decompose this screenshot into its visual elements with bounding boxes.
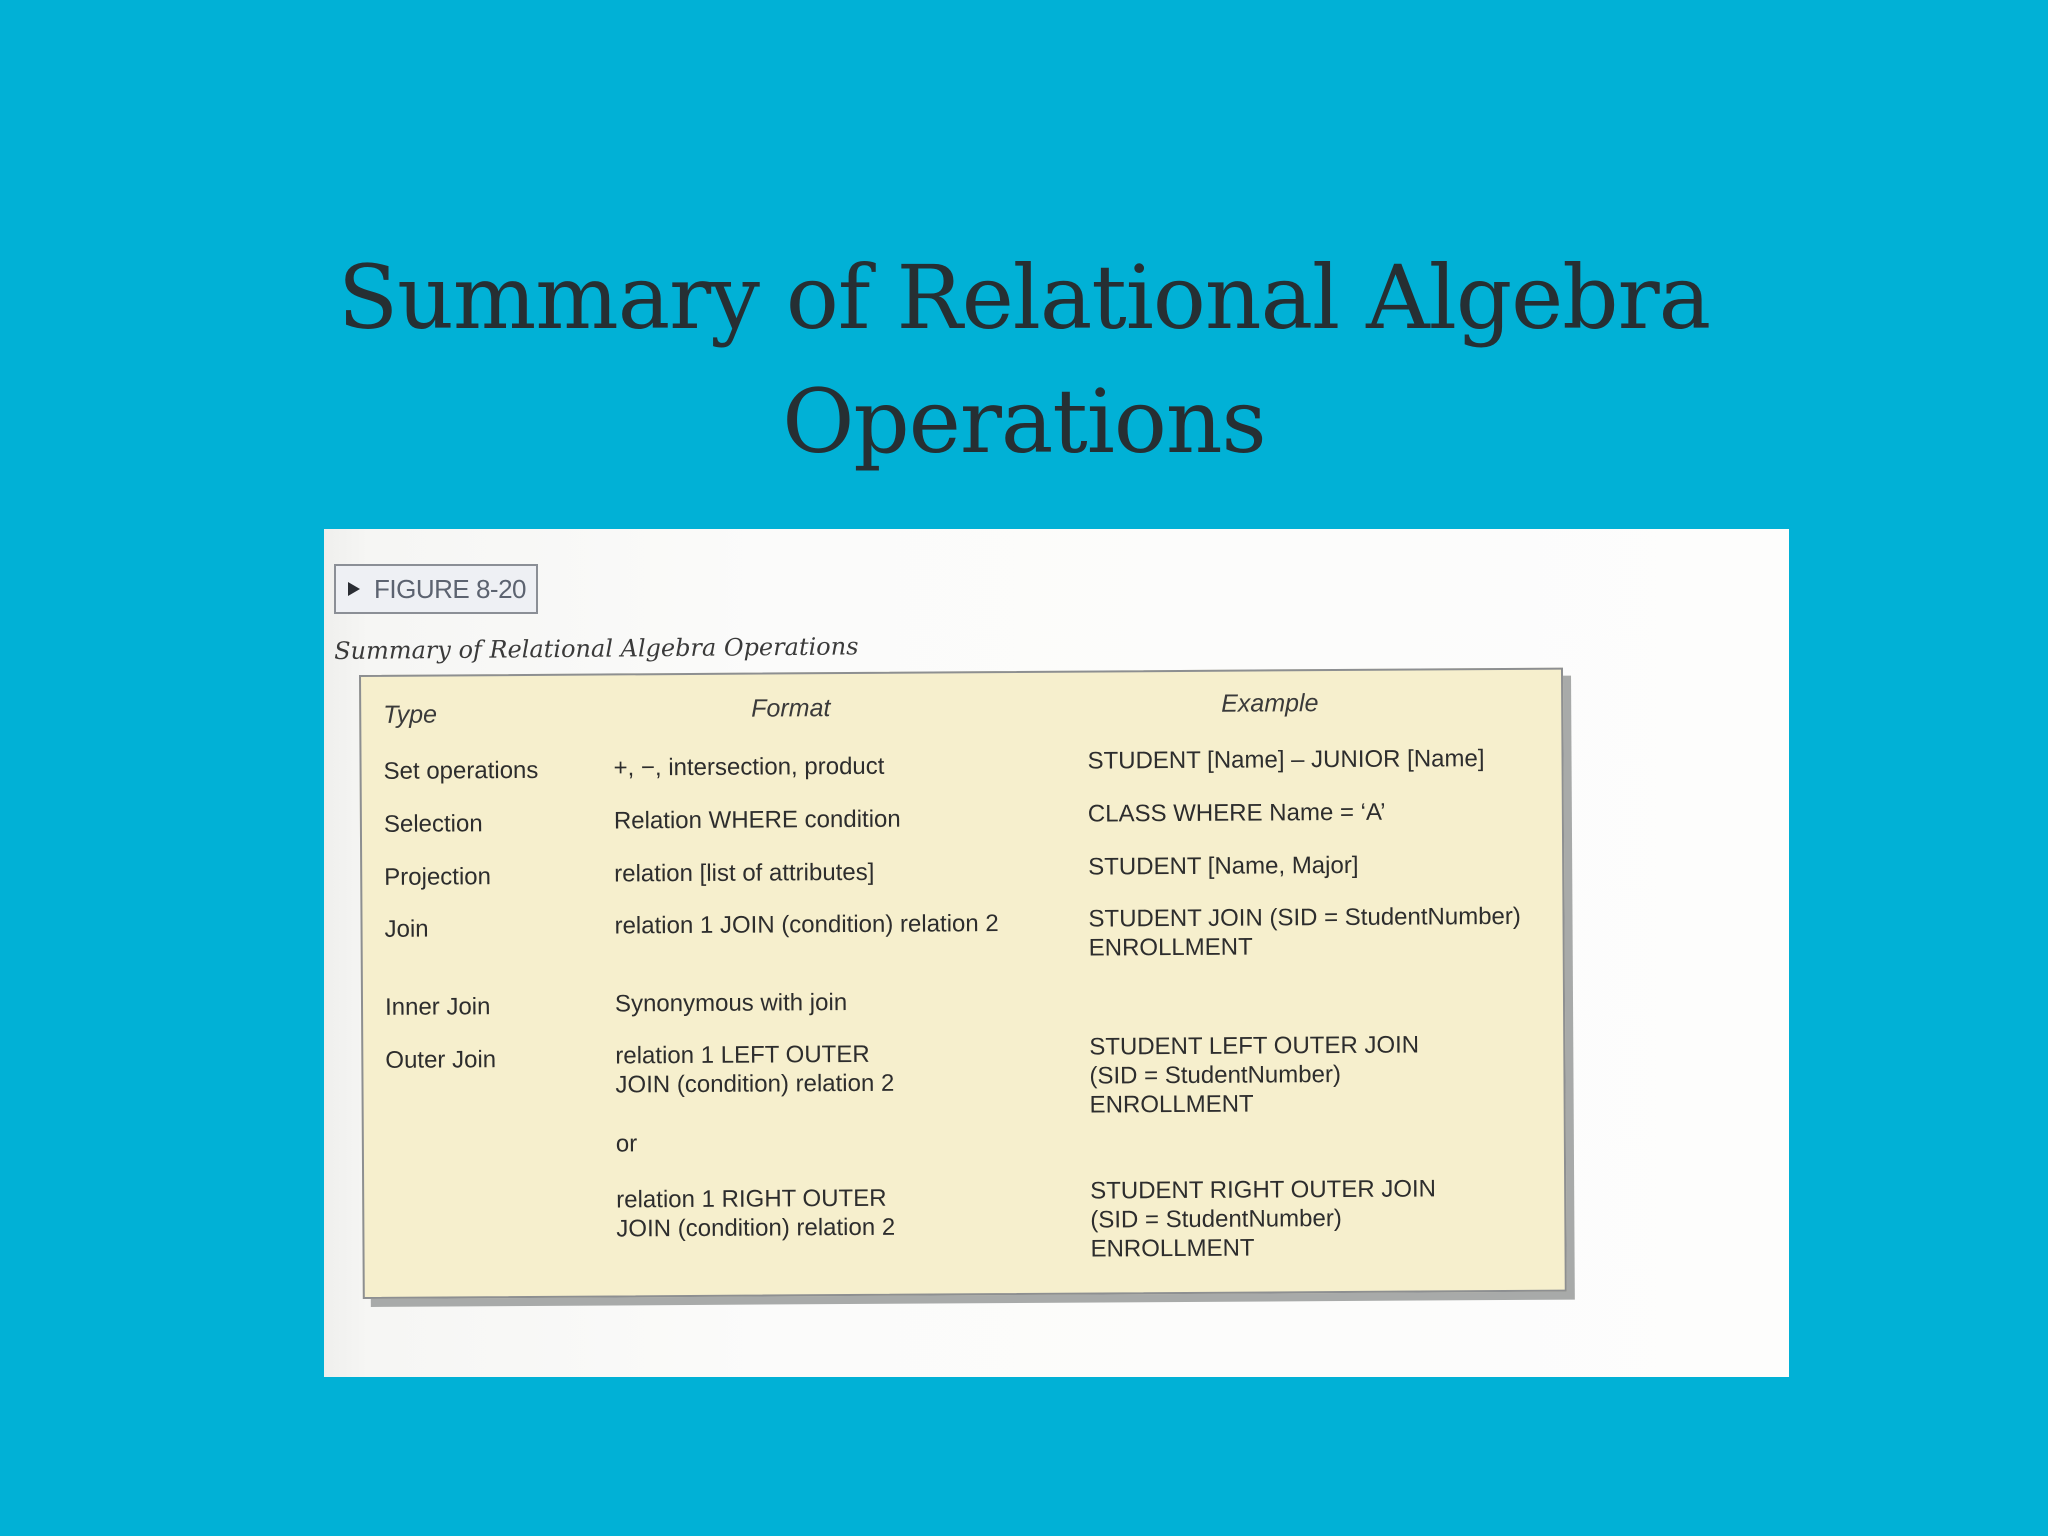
- figure-scan-image: [324, 529, 1789, 1377]
- row-format: relation 1 JOIN (condition) relation 2: [614, 910, 999, 940]
- header-example: Example: [1221, 689, 1319, 718]
- row-example: CLASS WHERE Name = ‘A’: [1087, 798, 1386, 828]
- row-format: relation 1 LEFT OUTER JOIN (condition) relation 2: [615, 1040, 895, 1099]
- row-type: Projection: [384, 863, 492, 891]
- row-example: STUDENT RIGHT OUTER JOIN (SID = StudentNumber) ENROLLMENT: [1090, 1175, 1437, 1263]
- row-example: STUDENT [Name, Major]: [1088, 851, 1359, 881]
- row-type: Set operations: [383, 756, 539, 785]
- row-type: Selection: [383, 810, 483, 838]
- row-example: STUDENT [Name] – JUNIOR [Name]: [1087, 745, 1485, 775]
- row-format: relation 1 RIGHT OUTER JOIN (condition) relation 2: [616, 1184, 896, 1243]
- figure-number: FIGURE 8-20: [374, 573, 526, 604]
- row-format: relation [list of attributes]: [614, 858, 875, 888]
- row-format: Synonymous with join: [614, 989, 848, 1018]
- arrow-right-icon: [348, 582, 360, 596]
- row-type: Inner Join: [384, 993, 491, 1021]
- figure-tag: [334, 564, 538, 614]
- header-format: Format: [751, 694, 831, 723]
- row-format: +, −, intersection, product: [613, 752, 885, 782]
- slide-title-line-1: Summary of Relational Algebra: [337, 246, 1711, 349]
- row-format-or: or: [615, 1130, 638, 1158]
- slide-title-line-2: Operations: [782, 370, 1266, 473]
- row-type: Join: [384, 915, 429, 943]
- header-type: Type: [383, 700, 438, 729]
- summary-table: [359, 668, 1567, 1299]
- row-type: Outer Join: [385, 1046, 497, 1074]
- figure-caption: Summary of Relational Algebra Operations: [334, 632, 859, 665]
- row-format: Relation WHERE condition: [613, 805, 901, 835]
- row-example: STUDENT LEFT OUTER JOIN (SID = StudentNumber) ENROLLMENT: [1089, 1031, 1420, 1119]
- row-example: STUDENT JOIN (SID = StudentNumber) ENROLLMENT: [1088, 902, 1521, 962]
- slide-title: [0, 236, 2048, 484]
